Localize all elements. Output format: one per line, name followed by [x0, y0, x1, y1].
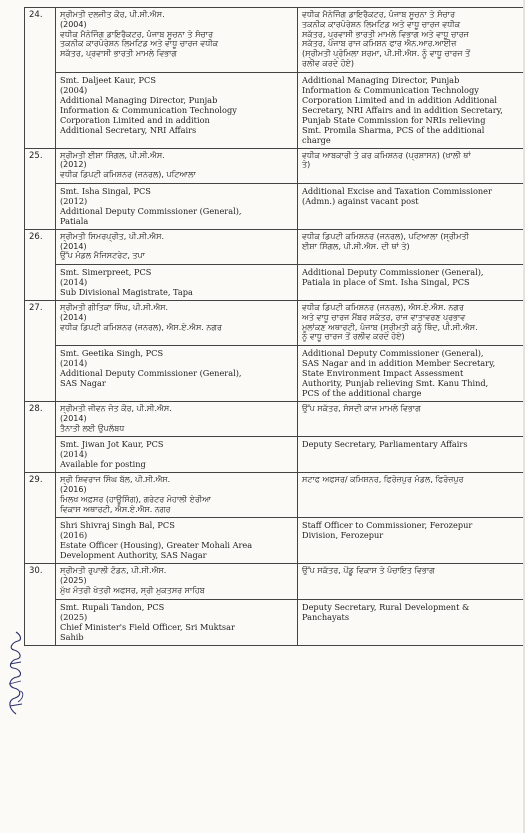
cell-line: Additional Secretary, NRI Affairs: [60, 124, 197, 135]
cell-line: Smt. Promila Sharma, PCS of the additional: [302, 124, 485, 135]
current-posting-english: [56, 437, 298, 473]
cell-line: Patiala in place of Smt. Isha Singal, PCS: [302, 277, 470, 287]
cell-line: Additional Managing Director, Punjab: [60, 94, 218, 105]
new-posting-english: [298, 265, 525, 301]
cell-line: ਉੱਪ ਸਕੱਤਰ, ਸੰਸਦੀ ਕਾਜ ਮਾਮਲੇ ਵਿਭਾਗ: [302, 404, 421, 413]
cell-line: ਮਿਲਖ ਅਫ਼ਸਰ (ਹਾਊਸਿੰਗ), ਗਰੇਟਰ ਮੋਹਾਲੀ ਏਰੀਆ: [60, 494, 211, 504]
cell-line: Estate Officer (Housing), Greater Mohali Area: [60, 540, 253, 551]
current-posting-english: [56, 518, 298, 564]
cell-line: charge: [302, 134, 331, 145]
current-posting-punjabi: [56, 402, 298, 437]
current-posting-punjabi: [56, 229, 298, 264]
table-row-english: [25, 437, 525, 473]
cell-line: (2014): [60, 358, 88, 368]
table-row-punjabi: [25, 473, 525, 518]
new-posting-punjabi: [298, 301, 525, 346]
table-row-punjabi: [25, 564, 525, 599]
current-posting-english: [56, 183, 298, 229]
current-posting-punjabi: [56, 8, 298, 73]
table-row-english: [25, 183, 525, 229]
cell-line: Shri Shivraj Singh Bal, PCS: [60, 520, 175, 531]
cell-line: Information & Communication Technology: [302, 84, 479, 95]
cell-line: Additional Deputy Commissioner (General),: [302, 348, 484, 358]
cell-line: ਰਲੀਵ ਕਰਦੇ ਹੋਏ): [302, 58, 354, 68]
cell-line: Punjab State Commission for NRIs relieving: [302, 114, 486, 125]
cell-line: ਮੁਲਾਂਕਣ ਅਥਾਰਟੀ, ਪੰਜਾਬ (ਸ੍ਰੀਮਤੀ ਕਨੂੰ ਥਿੰਦ, ਪੀ.ਸੀ.ਐਸ.: [302, 322, 478, 332]
cell-line: (2004): [60, 84, 88, 95]
cell-line: ਵਧੀਕ ਮੈਨੇਜਿੰਗ ਡਾਇਰੈਕਟਰ, ਪੰਜਾਬ ਸੂਚਨਾ ਤੇ ਸੰਚਾਰ: [60, 29, 214, 39]
cell-line: Division, Ferozepur: [302, 530, 384, 541]
cell-line: ਮੁੱਖ ਮੰਤਰੀ ਖੇਤਰੀ ਅਫਸਰ, ਸ੍ਰੀ ਮੁਕਤਸਰ ਸਾਹਿਬ: [60, 585, 205, 595]
table-row-english: [25, 599, 525, 645]
cell-line: ਈਸ਼ਾ ਸਿੰਗਲ, ਪੀ.ਸੀ.ਐਸ. ਦੀ ਥਾਂ ਤੇ): [302, 241, 410, 251]
cell-line: ਸ੍ਰੀਮਤੀ ਰੁਪਾਲੀ ਟੰਡਨ, ਪੀ.ਸੀ.ਐਸ.: [60, 566, 167, 576]
new-posting-english: [298, 183, 525, 229]
new-posting-english: [298, 437, 525, 473]
cell-line: Additional Deputy Commissioner (General),: [60, 205, 242, 216]
cell-line: Additional Managing Director, Punjab: [302, 74, 460, 85]
current-posting-english: [56, 265, 298, 301]
cell-line: (ਸ੍ਰੀਮਤੀ ਪ੍ਰੋਮਿਲਾ ਸ਼ਰਮਾ, ਪੀ.ਸੀ.ਐਸ. ਨੂੰ ਵਾਧੂ ਚਾਰਜ ਤੋਂ: [302, 49, 471, 58]
cell-line: ਉੱਪ ਸਕੱਤਰ, ਪੇਂਡੂ ਵਿਕਾਸ ਤੇ ਪੰਚਾਇਤ ਵਿਭਾਗ: [302, 566, 435, 576]
new-posting-punjabi: [298, 564, 525, 599]
cell-line: Deputy Secretary, Parliamentary Affairs: [302, 439, 468, 450]
cell-line: Secretary, NRI Affairs and in addition Secretary,: [302, 104, 503, 115]
cell-line: ਤੈਨਾਤੀ ਲਈ ਉਪਲੱਬਧ: [60, 423, 125, 433]
cell-line: Available for posting: [60, 459, 146, 470]
cell-line: (2025): [60, 611, 88, 622]
table-row-punjabi: [25, 402, 525, 437]
cell-line: State Environment Impact Assessment: [302, 368, 464, 378]
cell-line: Additional Excise and Taxation Commissioner: [302, 185, 492, 196]
cell-line: ਸ੍ਰੀਮਤੀ ਜੀਵਨ ਜੋਤ ਕੌਰ, ਪੀ.ਸੀ.ਐਸ.: [60, 404, 172, 413]
cell-line: Sub Divisional Magistrate, Tapa: [60, 287, 193, 297]
cell-line: Smt. Daljeet Kaur, PCS: [60, 74, 156, 85]
cell-line: Deputy Secretary, Rural Development &: [302, 601, 470, 612]
cell-line: ਸ੍ਰੀਮਤੀ ਈਸ਼ਾ ਸਿੰਗਲ, ਪੀ.ਸੀ.ਐਸ.: [60, 150, 165, 160]
cell-line: Chief Minister's Field Officer, Sri Muktsar: [60, 621, 235, 632]
cell-line: ਵਧੀਕ ਆਬਕਾਰੀ ਤੇ ਕਰ ਕਮਿਸ਼ਨਰ (ਪ੍ਰਸ਼ਾਸਨ) (ਖਾਲੀ ਥਾਂ: [302, 150, 471, 160]
cell-line: Sahib: [60, 631, 84, 642]
new-posting-english: [298, 346, 525, 402]
table-row-punjabi: [25, 229, 525, 264]
cell-line: ਵਧੀਕ ਡਿਪਟੀ ਕਮਿਸ਼ਨਰ (ਜਨਰਲ), ਐਸ.ਏ.ਐਸ. ਨਗਰ: [60, 322, 222, 332]
cell-line: ਸ੍ਰੀਮਤੀ ਗੀਤਿਕਾ ਸਿੰਘ, ਪੀ.ਸੀ.ਐਸ.: [60, 303, 169, 312]
cell-line: Panchayats: [302, 611, 350, 622]
cell-line: ਸ੍ਰੀ ਸ਼ਿਵਰਾਜ ਸਿੰਘ ਬੱਲ, ਪੀ.ਸੀ.ਐਸ.: [60, 475, 171, 485]
cell-line: Smt. Jiwan Jot Kaur, PCS: [60, 439, 164, 450]
posting-orders-table: [24, 7, 525, 646]
serial-number: 29.: [25, 473, 56, 564]
cell-line: (2012): [60, 160, 87, 170]
serial-number: 30.: [25, 564, 56, 645]
cell-line: (2016): [60, 530, 88, 541]
serial-number: 24.: [25, 8, 56, 149]
cell-line: (2014): [60, 277, 88, 287]
cell-line: (2014): [60, 449, 88, 460]
cell-line: (2014): [60, 413, 87, 423]
cell-line: Additional Deputy Commissioner (General),: [60, 368, 242, 378]
cell-line: ਸਕੱਤਰ, ਪ੍ਰਵਾਸੀ ਭਾਰਤੀ ਮਾਮਲੇ ਵਿਭਾਗ ਅਤੇ ਵਾਧੂ ਚਾਰਜ: [302, 29, 469, 39]
new-posting-english: [298, 72, 525, 148]
cell-line: ਨੂੰ ਵਾਧੂ ਚਾਰਜ ਤੋਂ ਰਲੀਵ ਕਰਦੇ ਹੋਏ): [302, 332, 405, 342]
cell-line: SAS Nagar and in addition Member Secretary,: [302, 358, 496, 368]
cell-line: Additional Deputy Commissioner (General),: [302, 267, 484, 277]
cell-line: Smt. Rupali Tandon, PCS: [60, 601, 165, 612]
cell-line: Authority, Punjab relieving Smt. Kanu Thind,: [302, 378, 489, 388]
table-row-english: [25, 265, 525, 301]
cell-line: ਸ੍ਰੀਮਤੀ ਸਿਮਰਪ੍ਰੀਤ, ਪੀ.ਸੀ.ਐਸ.: [60, 231, 165, 241]
cell-line: ਤਕਨੀਕ ਕਾਰਪੋਰੇਸ਼ਨ ਲਿਮਟਿਡ ਅਤੇ ਵਾਧੂ ਚਾਰਜ ਵਧੀਕ: [60, 39, 219, 49]
cell-line: (2004): [60, 19, 87, 29]
table-row-punjabi: [25, 8, 525, 73]
cell-line: (2016): [60, 485, 87, 494]
cell-line: (2012): [60, 195, 88, 206]
cell-line: Smt. Isha Singal, PCS: [60, 185, 151, 196]
table-row-english: [25, 518, 525, 564]
cell-line: ਸ੍ਰੀਮਤੀ ਦਲਜੀਤ ਕੌਰ, ਪੀ.ਸੀ.ਐਸ.: [60, 10, 165, 19]
cell-line: ਤੇ): [302, 160, 311, 170]
cell-line: (2025): [60, 576, 87, 585]
cell-line: ਵਧੀਕ ਡਿਪਟੀ ਕਮਿਸ਼ਨਰ (ਜਨਰਲ), ਪਟਿਆਲਾ (ਸ੍ਰੀਮਤੀ: [302, 231, 469, 241]
cell-line: ਵਿਕਾਸ ਅਥਾਰਟੀ, ਐਸ.ਏ.ਐਸ. ਨਗਰ: [60, 504, 171, 514]
cell-line: Smt. Simerpreet, PCS: [60, 267, 152, 277]
table-row-english: [25, 72, 525, 148]
cell-line: Staff Officer to Commissioner, Ferozepur: [302, 520, 473, 531]
cell-line: (2014): [60, 241, 87, 251]
table-row-punjabi: [25, 148, 525, 183]
cell-line: ਸਕੱਤਰ, ਪ੍ਰਵਾਸੀ ਭਾਰਤੀ ਮਾਮਲੇ ਵਿਭਾਗ: [60, 49, 177, 58]
new-posting-punjabi: [298, 8, 525, 73]
cell-line: ਵਧੀਕ ਡਿਪਟੀ ਕਮਿਸ਼ਨਰ (ਜਨਰਲ), ਐਸ.ਏ.ਐਸ. ਨਗਰ: [302, 303, 464, 312]
new-posting-punjabi: [298, 473, 525, 518]
new-posting-english: [298, 518, 525, 564]
cell-line: Corporation Limited and in addition Additional: [302, 94, 498, 105]
new-posting-punjabi: [298, 402, 525, 437]
cell-line: Smt. Geetika Singh, PCS: [60, 348, 164, 358]
current-posting-english: [56, 599, 298, 645]
serial-number: 28.: [25, 402, 56, 473]
cell-line: ਤਕਨੀਕ ਕਾਰਪੋਰੇਸ਼ਨ ਲਿਮਟਿਡ ਅਤੇ ਵਾਧੂ ਚਾਰਜ ਵਧੀਕ: [302, 19, 461, 29]
table-body: [25, 8, 525, 646]
cell-line: PCS of the additional charge: [302, 388, 422, 398]
table-row-english: [25, 346, 525, 402]
cell-line: ਸਕੱਤਰ, ਪੰਜਾਬ ਰਾਜ ਕਮਿਸ਼ਨ ਫਾਰ ਐਨ.ਆਰ.ਆਈਜ਼: [302, 39, 457, 49]
cell-line: (Admn.) against vacant post: [302, 195, 419, 206]
cell-line: (2014): [60, 312, 87, 322]
serial-number: 25.: [25, 148, 56, 229]
new-posting-punjabi: [298, 229, 525, 264]
cell-line: Patiala: [60, 215, 89, 226]
new-posting-punjabi: [298, 148, 525, 183]
cell-line: ਅਤੇ ਵਾਧੂ ਚਾਰਜ ਮੈਂਬਰ ਸਕੱਤਰ, ਰਾਜ ਵਾਤਾਵਰਣ ਪ੍ਰਭਾਵ: [302, 312, 466, 322]
cell-line: Corporation Limited and in addition: [60, 114, 210, 125]
current-posting-english: [56, 346, 298, 402]
current-posting-english: [56, 72, 298, 148]
cell-line: ਉੱਪ ਮੰਡਲ ਮੈਜਿਸਟਰੇਟ, ਤਪਾ: [60, 251, 145, 261]
current-posting-punjabi: [56, 301, 298, 346]
cell-line: ਸਟਾਫ ਅਫਸਰ/ ਕਮਿਸ਼ਨਰ, ਫਿਰੋਜ਼ਪੁਰ ਮੰਡਲ, ਫਿਰੋਜ਼ਪੁਰ: [302, 475, 464, 485]
serial-number: 26.: [25, 229, 56, 300]
cell-line: Information & Communication Technology: [60, 104, 237, 115]
new-posting-english: [298, 599, 525, 645]
cell-line: Development Authority, SAS Nagar: [60, 550, 207, 561]
cell-line: ਵਧੀਕ ਮੈਨੇਜਿੰਗ ਡਾਇਰੈਕਟਰ, ਪੰਜਾਬ ਸੂਚਨਾ ਤੇ ਸੰਚਾਰ: [302, 10, 456, 19]
current-posting-punjabi: [56, 473, 298, 518]
serial-number: 27.: [25, 301, 56, 402]
table-row-punjabi: [25, 301, 525, 346]
current-posting-punjabi: [56, 564, 298, 599]
cell-line: ਵਧੀਕ ਡਿਪਟੀ ਕਮਿਸ਼ਨਰ (ਜਨਰਲ), ਪਟਿਆਲਾ: [60, 170, 196, 179]
current-posting-punjabi: [56, 148, 298, 183]
cell-line: SAS Nagar: [60, 378, 106, 388]
